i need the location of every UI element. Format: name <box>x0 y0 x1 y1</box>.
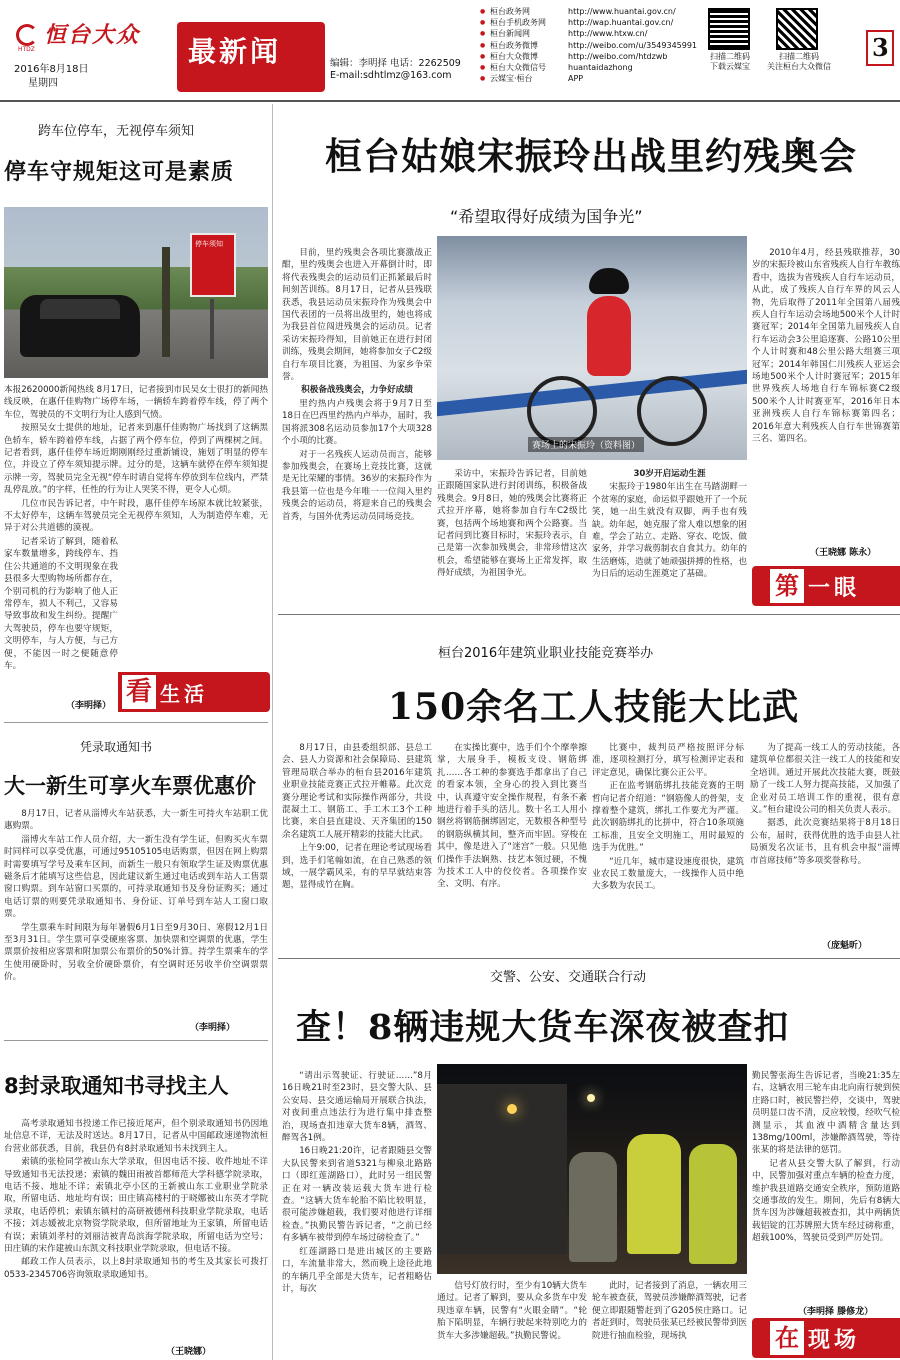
issue-weekday: 星期四 <box>28 78 58 89</box>
tag-text: 一眼 <box>808 575 861 601</box>
main-a3-col3 <box>592 1280 747 1360</box>
bike-wheel-front <box>637 376 707 446</box>
left-a1-title: 停车守规矩这可是素质 <box>4 160 235 185</box>
header-link-name: 桓台政务网 <box>490 7 530 16</box>
paragraph: 据悉，此次竞赛结果将于8月18日公布，届时，获得优胜的选手由县人社局颁发名次证书，且有机会申报“淄博市首席技师”等多项奖誉称号。 <box>750 818 900 866</box>
main-a2-col3 <box>592 742 744 954</box>
main-a1-col3 <box>752 247 900 555</box>
bullet-icon: ● <box>480 52 486 60</box>
section-tag-on-scene <box>752 1318 900 1358</box>
tag-text: 现场 <box>808 1327 861 1353</box>
left-a2-title: 大一新生可享火车票优惠价 <box>4 774 256 798</box>
page-number: 3 <box>872 33 889 62</box>
paragraph: 上午9:00，记者在理论考试现场看到，选手们笔翰如流，在自己熟悉的领域，一展学霸风采，有的早早就结束答题，显得成竹在胸。 <box>282 843 432 891</box>
qr2-label: 扫描二维码 关注桓台大众微信 <box>767 52 831 71</box>
paragraph: 为了提高一线工人的劳动技能，各建筑单位都很关注一线工人的技能和安全培训。通过开展此次技能大赛，既鼓励了一线工人努力提高技能，又加强了企业对员工培训工作的重视，很有意义。”桓台建设公司的相关负责人表示。 <box>750 743 900 816</box>
left-a1-body <box>4 384 268 712</box>
left-a3-title: 8封录取通知书寻找主人 <box>4 1074 229 1098</box>
left-a2-sign: （李明择） <box>190 1023 236 1033</box>
night-checkpoint-photo <box>437 1064 747 1274</box>
paragraph: 正在监考钢筋绑扎技能竞赛的王明哲向记者介绍道：“钢筋像人的骨架，支撑着整个建筑，绑扎工作要尤为严谨。此次钢筋绑扎的比拼中，符合10条项施工标准，且安全文明施工，用时最短的选手为优胜。” <box>592 781 744 854</box>
headlight <box>587 1094 595 1102</box>
tree-trunk <box>162 247 170 357</box>
paragraph: 比赛中，裁判员严格按照评分标准，逐项检测打分，填写检测评定表和评定意见，确保比赛公正公平。 <box>592 743 744 778</box>
subhead: 30岁开启运动生涯 <box>633 469 706 479</box>
section-divider <box>278 958 900 959</box>
paragraph: 目前，里约残奥会各项比赛激战正酣，里约残奥会也进入开幕倒计时，即将代表残奥会的运动员们正抓紧最后时间刻苦训练。8月17日，记者从县残联获悉，我县运动员宋振玲作为残奥会中国代表团的一员将出战里约，她也将成为我县首位闯进残奥会的运动员。记者采访宋振玲得知，目前她正在进行封闭训练，残奥会期间，她将参加女子C2级自行车项目比赛，为祖国、为家乡争荣誉。 <box>282 248 432 383</box>
header-link-url[interactable]: http://www.htxw.cn/ <box>568 29 648 39</box>
qr-code-icon <box>708 8 750 50</box>
paragraph: 采访中，宋振玲告诉记者，目前她正跟随国家队进行封闭训练，积极备战残奥会。9月8日，她的残奥会比赛将正式拉开序幕，她将参加自行车C2级比赛，包括两个场地赛和两个公路赛。当记者问到比赛目标时，宋振玲表示，自己是第一次参加残奥会，非常珍惜这次机会，希望能够在赛场上正常发挥，取得好成绩，为祖国争光。 <box>437 469 587 579</box>
section-divider <box>4 1040 268 1041</box>
paragraph: 在实操比赛中，选手们个个摩拳擦掌，大展身手，模板支设、钢筋绑扎……各工种的参赛选手都拿出了自己的看家本领，全身心的投入到比赛当中，认真遵守安全操作规程，有条不紊地进行着手头的活儿。数十名工人用小钢丝将钢筋捆绑固定，无数根各种型号的钢筋纵横其间，整齐而牢固。穿梭在其中，像是进入了“迷宫”一般。只见他们操作手法娴熟、技艺本领过硬，不愧为技术工人中的佼佼者。各项操作安全、文明、有序。 <box>437 743 587 890</box>
main-a1-col2b <box>592 468 747 600</box>
left-a1-kicker: 跨车位停车，无视停车须知 <box>38 124 195 139</box>
tag-text: 生活 <box>160 681 208 706</box>
header-link-url[interactable]: http://weibo.com/u/3549345991 <box>568 40 698 50</box>
main-a2-title: 150余名工人技能大比武 <box>388 686 800 728</box>
paragraph: 8月17日，由县委组织部、县总工会、县人力资源和社会保障局、县建筑管理局联合举办的桓台县2016年建筑业职业技能竞赛正式拉开帷幕。此次竞赛分理论考试和实际操作两部分，共设混凝土工、钢筋工、手工木工3个工种比赛，来自县直建设、天齐集团的150余名建筑工人展开精彩的技能大比武。 <box>282 743 432 840</box>
paragraph: 勤民警张海生告诉记者，当晚21:35左右，这辆农用三轮车由北向南行驶到侯庄路口时，被民警拦停，交谈中，驾驶员明显口齿不清，反应较慢，经吹气检测显示，其血液中酒精含量达到138mg/100ml，涉嫌醉酒驾驶，等待张某的将是法律的惩罚。 <box>752 1071 900 1156</box>
left-a1-sign: （李明择） <box>66 701 112 711</box>
editor-email: E-mail:sdhtlmz@163.com <box>330 70 452 81</box>
officer-vest <box>689 1144 737 1264</box>
bullet-icon: ● <box>480 75 486 83</box>
paragraph: 16日晚21:20许，记者跟随县交警大队民警来到省道S321与柳泉北路路口（即红莲湖路口），此时另一组民警正在对一辆改装运载大货车进行检查。“这辆大货车轮胎不陷比较明显，很可能涉嫌超载，我们要对他进行详细检查。”执勤民警告诉记者，“之前已经有多辆车被带到停车场过磅检查了。” <box>282 1146 432 1244</box>
paragraph: 2010年4月，经县残联推荐，30岁的宋振玲被山东省残疾人自行车教练看中，选拔为省残疾人自行车运动员，从此，成了残疾人自行车界的风云人物，先后取得了2011年全国第八届残疾人自行车运动会场地500米个人计时赛冠军；2014年全国第九届残疾人自行车运动会3公里追逐赛、公路10公里个人计时赛和48公里公路大组赛三项冠军；2014年韩国仁川残疾人亚运会场地500米个人计时赛冠军；2015年世界残疾人场地自行车锦标赛C2级500米个人计时赛亚军，2016年日本亚洲残疾人自行车锦标赛第四名；2016年意大利残疾人自行车世锦赛第三名、第四名。 <box>752 248 900 445</box>
sign-board <box>190 233 236 297</box>
logo-emblem-icon <box>16 24 38 46</box>
section-title: 最新闻 <box>188 35 282 68</box>
paragraph: 几位市民告诉记者，中午时段，惠仟佳停车场原本就比较紧张，不太好停车，这辆车驾驶员完全无视停车须知，人为制造停车难，无异于对公共道德的漠视。 <box>4 498 268 534</box>
main-a3-title: 查！8辆违规大货车深夜被查扣 <box>296 1007 790 1048</box>
header-link-url[interactable]: APP <box>568 74 584 84</box>
section-tag-first-look <box>752 566 900 606</box>
parked-car-photo <box>4 207 268 378</box>
header-link-url[interactable]: http://weibo.com/htdzwb <box>568 51 668 61</box>
logo-text: 恒台大众 <box>44 22 141 48</box>
bullet-icon: ● <box>480 30 486 38</box>
bike-wheel-rear <box>527 376 597 446</box>
main-a2-col2 <box>437 742 587 954</box>
subhead: 积极备战残奥会，力争好成绩 <box>301 385 413 396</box>
qr1-label: 扫描二维码 下载云媒宝 <box>710 52 750 71</box>
header-link-name: 桓台大众微博 <box>490 51 538 61</box>
left-a2-kicker: 凭录取通知书 <box>80 740 153 754</box>
paragraph: 高考录取通知书投递工作已接近尾声，但个别录取通知书仍因地址信息不详，无法及时送达。8月17日，记者从中国邮政速递物流桓台营业部获悉，目前，我县仍有8封录取通知书未找到主人。 <box>4 1119 268 1154</box>
paragraph: 记者从县交警大队了解到，行动中，民警加强对重点车辆的检查力度，维护我县道路交通安全秩序，预防道路交通事故的发生。期间，先后有8辆大货车因为涉嫌超载被查扣，其中两辆货载铝锭的江苏牌照大货车经过磅称重，超载100%，驾驶员受到严厉处罚。 <box>752 1158 900 1244</box>
issue-date: 2016年8月18日 <box>14 64 89 75</box>
main-a3-col1 <box>282 1070 432 1360</box>
header-link-url[interactable]: http://wap.huantai.gov.cn/ <box>568 18 674 28</box>
main-a3-kicker: 交警、公安、交通联合行动 <box>490 970 647 985</box>
cyclist-photo <box>437 236 747 460</box>
main-a1-sign: （王晓娜 陈永） <box>810 548 877 558</box>
header-link-row[interactable] <box>480 62 700 73</box>
header-link-name: 桓台手机政务网 <box>490 18 546 28</box>
bullet-icon: ● <box>480 64 486 72</box>
main-a2-col1 <box>282 742 432 954</box>
cyclist-body <box>587 296 631 376</box>
tag-char: 第 <box>770 569 804 603</box>
sign-board-text: 停车须知 <box>195 240 223 248</box>
header-link-name: 桓台新闻网 <box>490 29 530 39</box>
main-a2-kicker: 桓台2016年建筑业职业技能竞赛举办 <box>438 646 654 661</box>
paragraph: 里约热内卢残奥会将于9月7日至18日在巴西里约热内卢举办，届时，我国将派308名运动员参加17个大项328个小项的比赛。 <box>282 398 432 447</box>
bullet-icon: ● <box>480 41 486 49</box>
photo-caption: 赛场上的宋振玲（资料图） <box>528 437 644 452</box>
paragraph: 红莲湖路口是进出城区的主要路口，车流量非常大，然而晚上途径此地的车辆几乎全部是大货车，记者粗略估计，每次 <box>282 1246 432 1294</box>
headlight <box>507 1104 517 1114</box>
section-tag-life <box>118 672 270 712</box>
header-link-row[interactable] <box>480 28 700 39</box>
main-a2-col4 <box>750 742 900 940</box>
main-a2-sign: （庞魁昕） <box>822 941 868 951</box>
paragraph: 按照吴女士提供的地址，记者来到惠仟佳购物广场找到了这辆黑色轿车，轿车跨着停车线，占据了两个停车位，停到了两棵树之间。记者看到，惠仟佳停车场近期刚刚经过重新铺设，施划了明显的停车位，并设立了停车须知提示牌。过分的是，这辆车就停在停车须知提示牌一旁，驾驶员完全无视“停车时请自觉将车停放到车位线内，严禁乱停乱放。”的字样，任性的行为让人哭笑不得，更令人心烦。 <box>4 423 268 496</box>
main-a3-col2 <box>437 1280 587 1360</box>
paragraph: 宋振玲于1980年出生在马踏湖畔一个贫寒的家庭，命运似乎跟她开了一个玩笑，她一出生就没有双脚，两手也有残缺。幼年起，她克服了常人难以想象的困难，学会了站立、走路、穿衣、吃饭、做家务，并学习裁剪制衣自食其力。幼年的生活磨炼，造就了她顽强拼搏的性格，也为日后的运动生涯奠定了基础。 <box>592 482 747 580</box>
header-link-row[interactable] <box>480 17 700 28</box>
column-divider <box>272 104 273 1360</box>
sign-pole <box>210 299 214 359</box>
logo-sub: HTDZ <box>18 46 35 53</box>
paragraph: 信号灯放行时，至少有10辆大货车通过。记者了解到，要从众多货车中发现违章车辆，民警有“火眼金睛”。“轮胎下陷明显，车辆行驶起来特别吃力的货车大多涉嫌超载。”执勤民警说。 <box>437 1281 587 1341</box>
officer-vest <box>569 1152 617 1262</box>
bullet-icon: ● <box>480 8 486 15</box>
tag-char: 在 <box>770 1321 804 1355</box>
paragraph: 对于一名残疾人运动员而言，能够参加残奥会，在赛场上竞技比赛，这就是无比荣耀的事情。36岁的宋振玲作为我县第一位也是今年唯一一位闯入里约残奥会的运动员，将迎来自己的残奥会首秀，与国外优秀运动员同场竞技。 <box>282 449 432 522</box>
paragraph: 索镇的张检同学被山东大学录取，但因电话不接、收件地址不详导致通知书无法投递；索镇的魏田雨被首都师范大学科德学院录取，电话不接、地址不详；索镇北亭小区的王新被山东工业职业学院录取，所留电话、地址均有误；田庄镇高楼村的于晓娜被山东英才学院录取，电话停机；索镇东镇村的高研被德州科技职业学院录取，电话不接；刘志媛被北京物资学院录取，但所留地址为王家镇，所留电话有误；索镇刘孝村的刘丽洁被青岛滨海学院录取，所留电话为空号；田庄镇的宋作建被山东凯文科技职业学院录取，但电话不接。 <box>4 1157 268 1255</box>
paragraph: 8月17日，记者从淄博火车站获悉，大一新生可持火车站职工优惠购票。 <box>4 809 268 832</box>
header-link-url[interactable]: http://www.huantai.gov.cn/ <box>568 7 676 16</box>
paragraph: 记者采访了解到，随着私家车数量增多，跨线停车、挡住公共通道的不文明现象在我县很多大型购物场所都存在，个别司机的行为影响了他人正常停车，损人不利己，又容易导致事故和发生纠纷。提醒广大驾驶员，停车也要守规矩，文明停车，与人方便，与己方便，不能因一时之便随意停车。 <box>4 536 118 671</box>
paragraph: “近几年，城市建设速度很快，建筑业农民工数量庞大，一线操作人员中绝大多数为农民工。 <box>592 856 744 892</box>
editor-line: 编辑：李明择 电话：2262509 <box>330 58 461 69</box>
paragraph: 本报2620000新闻热线 8月17日，记者接到市民吴女士很打的新闻热线反映，在惠仟佳购物广场停车场，一辆轿车跨着停车线，停了两个车位，驾驶员的不文明行为让人感到气愤。 <box>4 385 268 420</box>
left-a3-sign: （王晓娜） <box>166 1347 212 1357</box>
cyclist-helmet <box>589 268 629 294</box>
masthead-logo <box>10 14 170 52</box>
main-a3-col4 <box>752 1070 900 1316</box>
paragraph: “请出示驾驶证、行驶证……”8月16日晚21时至23时，县交警大队、县公安局、县交通运输局开展联合执法，对夜间重点违法行为进行集中排查整治，现场查扣违章大货车8辆，酒驾、醉驾各1例。 <box>282 1071 432 1144</box>
section-divider <box>278 614 900 615</box>
header-link-row[interactable] <box>480 40 700 51</box>
paragraph: 淄博火车站工作人员介绍，大一新生没有学生证，但购买火车票时同样可以享受优惠，可通过95105105电话购票，但因在网上购票时需要填写学号及乘车区间，而新生一般只有领取学生证及购票优惠磁条后才能填写这些信息，因此建议新生通过电话或到车站人工售票窗口购票。到车站窗口买票的，可持录取通知书及身份证购买；通过电话订票的则要凭录取通知书、身份证、订单号到车站人工窗口取票。 <box>4 834 268 920</box>
car-windshield <box>40 299 120 319</box>
main-a1-col1 <box>282 247 432 599</box>
qr-code-icon <box>776 8 818 50</box>
main-a1-title: 桓台姑娘宋振玲出战里约残奥会 <box>325 134 857 178</box>
left-a3-body <box>4 1118 268 1346</box>
header-link-row[interactable] <box>480 51 700 62</box>
header-link-row[interactable] <box>480 73 700 84</box>
header-link-name: 桓台政务微博 <box>490 40 538 50</box>
header-link-name: 桓台大众微信号 <box>490 63 546 73</box>
header-links <box>480 6 700 84</box>
header-link-url[interactable]: huantaidazhong <box>568 63 633 73</box>
main-a1-subtitle: “希望取得好成绩为国争光” <box>450 207 643 226</box>
truck-shape <box>437 1084 567 1254</box>
main-a1-col2a <box>437 468 587 600</box>
header-rule <box>0 100 900 102</box>
paragraph: 此时，记者接到了消息，一辆农用三轮车被查获，驾驶员涉嫌醉酒驾驶，记者便立即跟随警赶到了G205侯庄路口。记者赶到时，驾驶员张某已经被民警带到医院进行抽血检验，现场执 <box>592 1281 747 1341</box>
section-divider <box>4 722 268 723</box>
main-a3-sign: （李明择 滕修龙） <box>798 1307 874 1317</box>
paragraph: 学生票乘车时间限为每年暑假6月1日至9月30日、寒假12月1日至3月31日。学生票可享受硬座客票、加快票和空调票的优惠，学生票票价按相应客票和附加票公布票价的50%计算。持学生票乘车的学生使用硬卧时，另收全价硬卧票价，有空调时还另收半价空调票票价。 <box>4 922 268 983</box>
bullet-icon: ● <box>480 19 486 27</box>
left-a2-body <box>4 808 268 1036</box>
header-link-row[interactable] <box>480 6 700 17</box>
header-link-name: 云媒宝·桓台 <box>490 74 533 84</box>
tag-char: 看 <box>122 675 156 709</box>
officer-vest <box>627 1134 681 1254</box>
paragraph: 邮政工作人员表示，以上8封录取通知书的考生及其家长可拨打0533-2345706咨询领取录取通知书。 <box>4 1257 268 1280</box>
